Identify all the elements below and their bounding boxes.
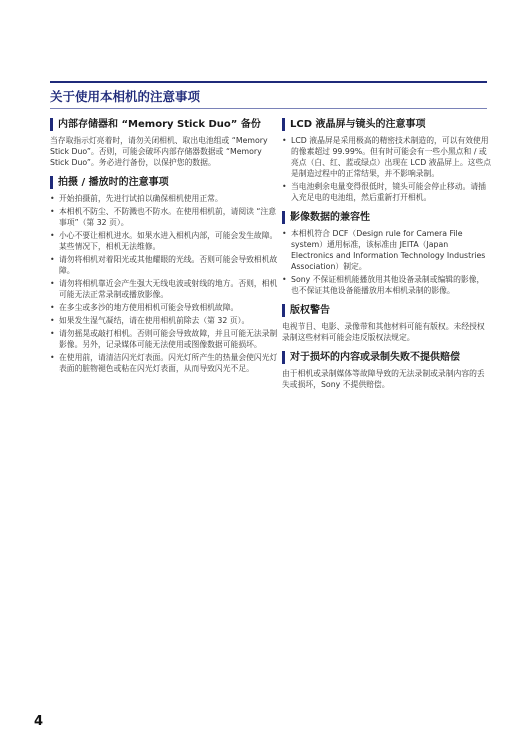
section-heading: 版权警告 bbox=[282, 304, 492, 317]
bullet-dot: • bbox=[282, 275, 287, 284]
bullet-dot: • bbox=[50, 316, 55, 325]
title-rule bbox=[50, 108, 487, 109]
section-heading: 对于损坏的内容或录制失败不提供赔偿 bbox=[282, 351, 492, 364]
bullet-item bbox=[50, 278, 280, 300]
section bbox=[282, 118, 492, 203]
bullet-item bbox=[50, 315, 280, 326]
section-heading: 拍摄 / 播放时的注意事项 bbox=[50, 176, 280, 189]
bullet-text: 在多尘或多沙的地方使用相机可能会导致相机故障。 bbox=[59, 303, 239, 312]
bullet-item bbox=[50, 302, 280, 313]
bullet-item bbox=[50, 230, 280, 252]
top-rule bbox=[50, 81, 487, 83]
bullet-item bbox=[282, 135, 492, 179]
bullet-dot: • bbox=[282, 229, 287, 238]
bullet-text: 请勿将相机对着阳光或其他耀眼的光线。否则可能会导致相机故障。 bbox=[59, 255, 278, 275]
bullet-list bbox=[50, 193, 280, 374]
bullet-dot: • bbox=[50, 279, 55, 288]
bullet-dot: • bbox=[282, 136, 287, 145]
bullet-text: 开始拍摄前，先进行试拍以确保相机使用正常。 bbox=[59, 194, 223, 203]
page-title: 关于使用本相机的注意事项 bbox=[50, 89, 201, 104]
bullet-text: 在使用前，请清洁闪光灯表面。闪光灯所产生的热量会使闪光灯表面的脏物褪色或粘在闪光灯表面，从而导致闪光不足。 bbox=[59, 353, 278, 373]
section-paragraph: 由于相机或录制媒体等故障导致的无法录制或录制内容的丢失或损坏，Sony 不提供赔偿。 bbox=[282, 369, 485, 389]
bullet-text: 请勿将相机靠近会产生强大无线电波或射线的地方。否则，相机可能无法正常录制或播放影像。 bbox=[59, 279, 278, 299]
section bbox=[50, 176, 280, 374]
bullet-dot: • bbox=[50, 207, 55, 216]
bullet-text: 请勿摇晃或敲打相机。否则可能会导致故障，并且可能无法录制影像。另外，记录媒体可能无法使用或图像数据可能损坏。 bbox=[59, 329, 278, 349]
bullet-dot: • bbox=[50, 303, 55, 312]
section-paragraph: 当存取指示灯亮着时，请勿关闭相机、取出电池组或 “Memory Stick Duo”。否则，可能会破坏内部存储器数据或 “Memory Stick Duo”。务必进行备份，以保护您的数据。 bbox=[50, 136, 268, 167]
bullet-item bbox=[50, 254, 280, 276]
page-number: 4 bbox=[34, 714, 44, 729]
bullet-item bbox=[50, 193, 280, 204]
section bbox=[282, 351, 492, 390]
bullet-text: 本相机符合 DCF（Design rule for Camera File system）通用标准，该标准由 JEITA（Japan Electronics and Information Technology Industries Association）制定。 bbox=[291, 229, 486, 271]
bullet-text: 如果发生湿气凝结，请在使用相机前除去（第 32 页）。 bbox=[59, 316, 250, 325]
section bbox=[282, 304, 492, 343]
bullet-dot: • bbox=[50, 255, 55, 264]
bullet-dot: • bbox=[50, 194, 55, 203]
right-column bbox=[282, 118, 492, 398]
bullet-dot: • bbox=[50, 231, 55, 240]
bullet-list bbox=[282, 135, 492, 203]
bullet-item bbox=[50, 328, 280, 350]
section-heading: 内部存储器和 “Memory Stick Duo” 备份 bbox=[50, 118, 280, 131]
bullet-text: 小心不要让相机进水。如果水进入相机内部，可能会发生故障。某些情况下，相机无法维修。 bbox=[59, 231, 278, 251]
bullet-text: Sony 不保证相机能播放用其他设备录制或编辑的影像，也不保证其他设备能播放用本相机录制的影像。 bbox=[291, 275, 485, 295]
bullet-dot: • bbox=[50, 353, 55, 362]
section bbox=[282, 211, 492, 296]
bullet-dot: • bbox=[282, 182, 287, 191]
bullet-item bbox=[50, 352, 280, 374]
section-heading: LCD 液晶屏与镜头的注意事项 bbox=[282, 118, 492, 131]
section-paragraph: 电视节目、电影、录像带和其他材料可能有版权。未经授权录制这些材料可能会违反版权法规定。 bbox=[282, 322, 485, 342]
bullet-item bbox=[282, 274, 492, 296]
bullet-list bbox=[282, 228, 492, 296]
bullet-item bbox=[282, 181, 492, 203]
bullet-item bbox=[282, 228, 492, 272]
bullet-text: LCD 液晶屏是采用极高的精密技术制造的，可以有效使用的像素超过 99.99%。但有时可能会有一些小黑点和 / 或亮点（白、红、蓝或绿点）出现在 LCD 液晶屏上。这些点是制造过程中的正常结果，并不影响录制。 bbox=[291, 136, 492, 178]
bullet-item bbox=[50, 206, 280, 228]
section bbox=[50, 118, 280, 168]
left-column bbox=[50, 118, 280, 382]
bullet-text: 本相机不防尘、不防溅也不防水。在使用相机前，请阅读 “注意事项”（第 32 页）。 bbox=[59, 207, 277, 227]
section-heading: 影像数据的兼容性 bbox=[282, 211, 492, 224]
bullet-dot: • bbox=[50, 329, 55, 338]
bullet-text: 当电池剩余电量变得很低时，镜头可能会停止移动。请插入充足电的电池组，然后重新打开相机。 bbox=[291, 182, 486, 202]
